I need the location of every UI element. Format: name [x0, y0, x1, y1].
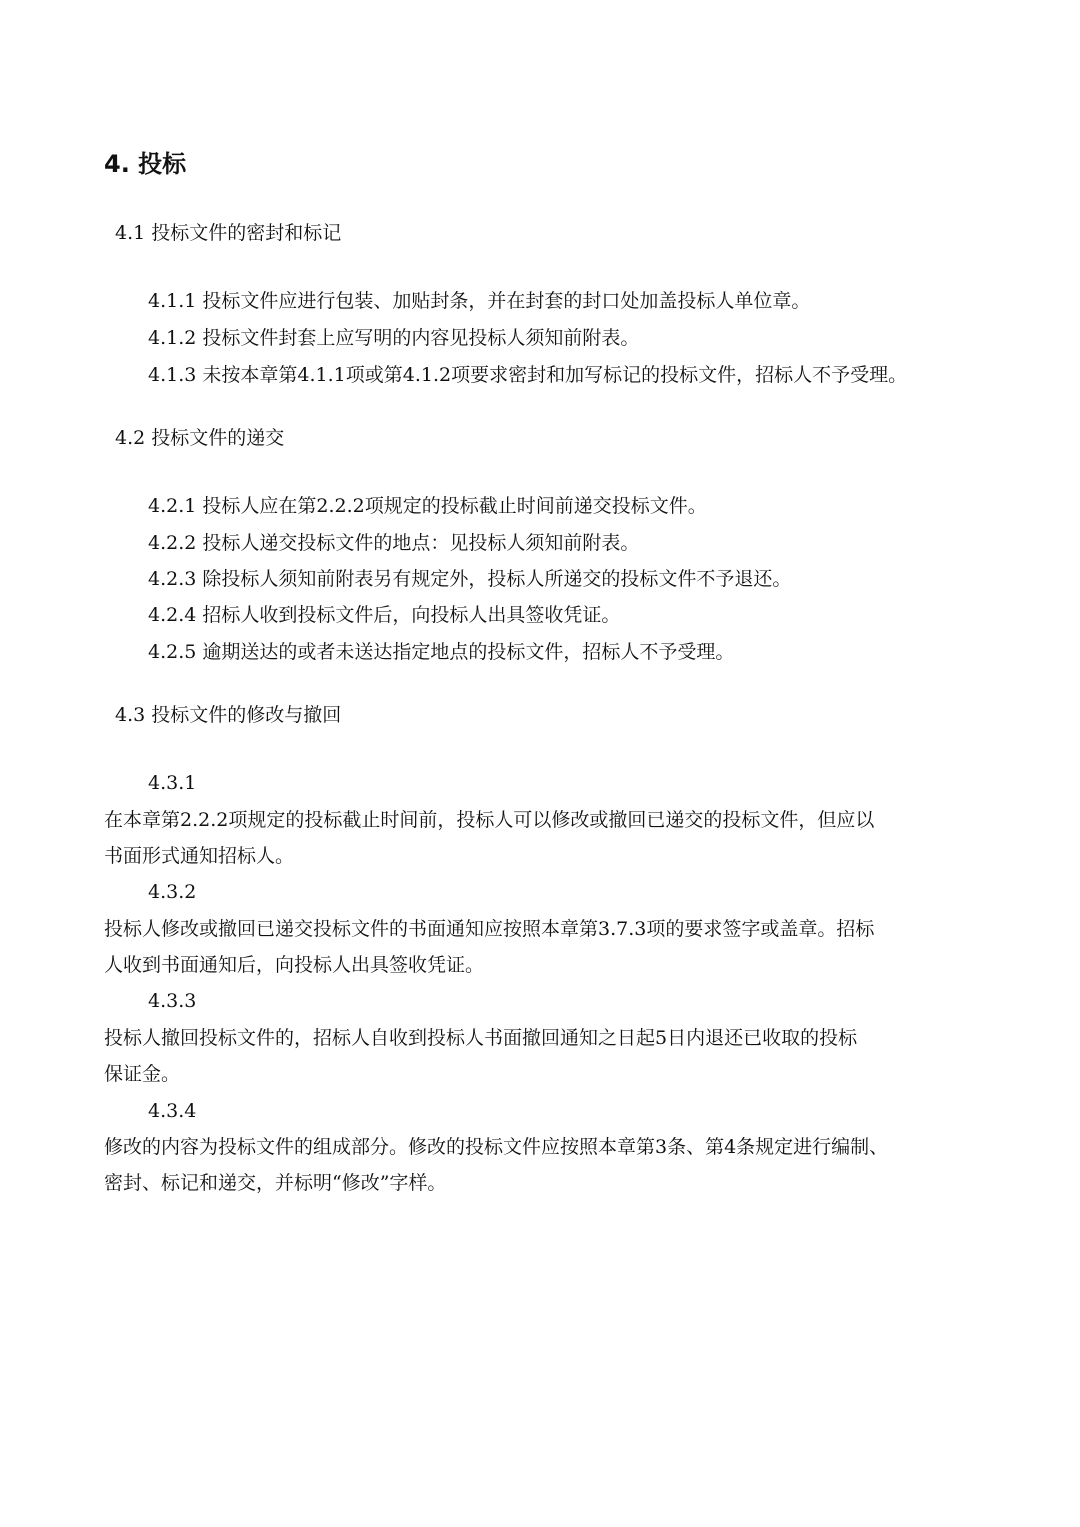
- clause-text: 4.1.3 未按本章第4.1.1项或第4.1.2项要求密封和加写标记的投标文件，招标人不予受理。: [148, 364, 908, 386]
- section-title: 4.3 投标文件的修改与撤回: [115, 704, 342, 726]
- clause-text: 4.2.3 除投标人须知前附表另有规定外，投标人所递交的投标文件不予退还。: [148, 568, 792, 590]
- clause-text: 保证金。: [104, 1063, 181, 1085]
- clause-number: 4.3.2: [148, 881, 197, 903]
- clause-text: 4.1.2 投标文件封套上应写明的内容见投标人须知前附表。: [148, 327, 640, 349]
- clause-number: 4.3.4: [148, 1100, 197, 1122]
- clause-text: 4.2.4 招标人收到投标文件后，向投标人出具签收凭证。: [148, 604, 621, 626]
- clause-text: 修改的内容为投标文件的组成部分。修改的投标文件应按照本章第3条、第4条规定进行编制、: [104, 1136, 889, 1158]
- clause-text: 4.1.1 投标文件应进行包装、加贴封条，并在封套的封口处加盖投标人单位章。: [148, 290, 811, 312]
- section-title: 4.1 投标文件的密封和标记: [115, 222, 342, 244]
- chapter-heading: 4. 投标: [104, 150, 187, 178]
- clause-text: 4.2.2 投标人递交投标文件的地点：见投标人须知前附表。: [148, 532, 640, 554]
- clause-number: 4.3.3: [148, 990, 197, 1012]
- clause-text: 在本章第2.2.2项规定的投标截止时间前，投标人可以修改或撤回已递交的投标文件，但应以: [104, 809, 875, 831]
- section-title: 4.2 投标文件的递交: [115, 427, 285, 449]
- clause-text: 密封、标记和递交，并标明“修改”字样。: [104, 1172, 447, 1194]
- clause-text: 书面形式通知招标人。: [104, 845, 295, 867]
- clause-text: 投标人撤回投标文件的，招标人自收到投标人书面撤回通知之日起5日内退还已收取的投标: [104, 1027, 858, 1049]
- clause-text: 4.2.1 投标人应在第2.2.2项规定的投标截止时间前递交投标文件。: [148, 495, 707, 517]
- clause-number: 4.3.1: [148, 772, 197, 794]
- clause-text: 投标人修改或撤回已递交投标文件的书面通知应按照本章第3.7.3项的要求签字或盖章。招标: [104, 918, 875, 940]
- clause-text: 4.2.5 逾期送达的或者未送达指定地点的投标文件，招标人不予受理。: [148, 641, 735, 663]
- clause-text: 人收到书面通知后，向投标人出具签收凭证。: [104, 954, 485, 976]
